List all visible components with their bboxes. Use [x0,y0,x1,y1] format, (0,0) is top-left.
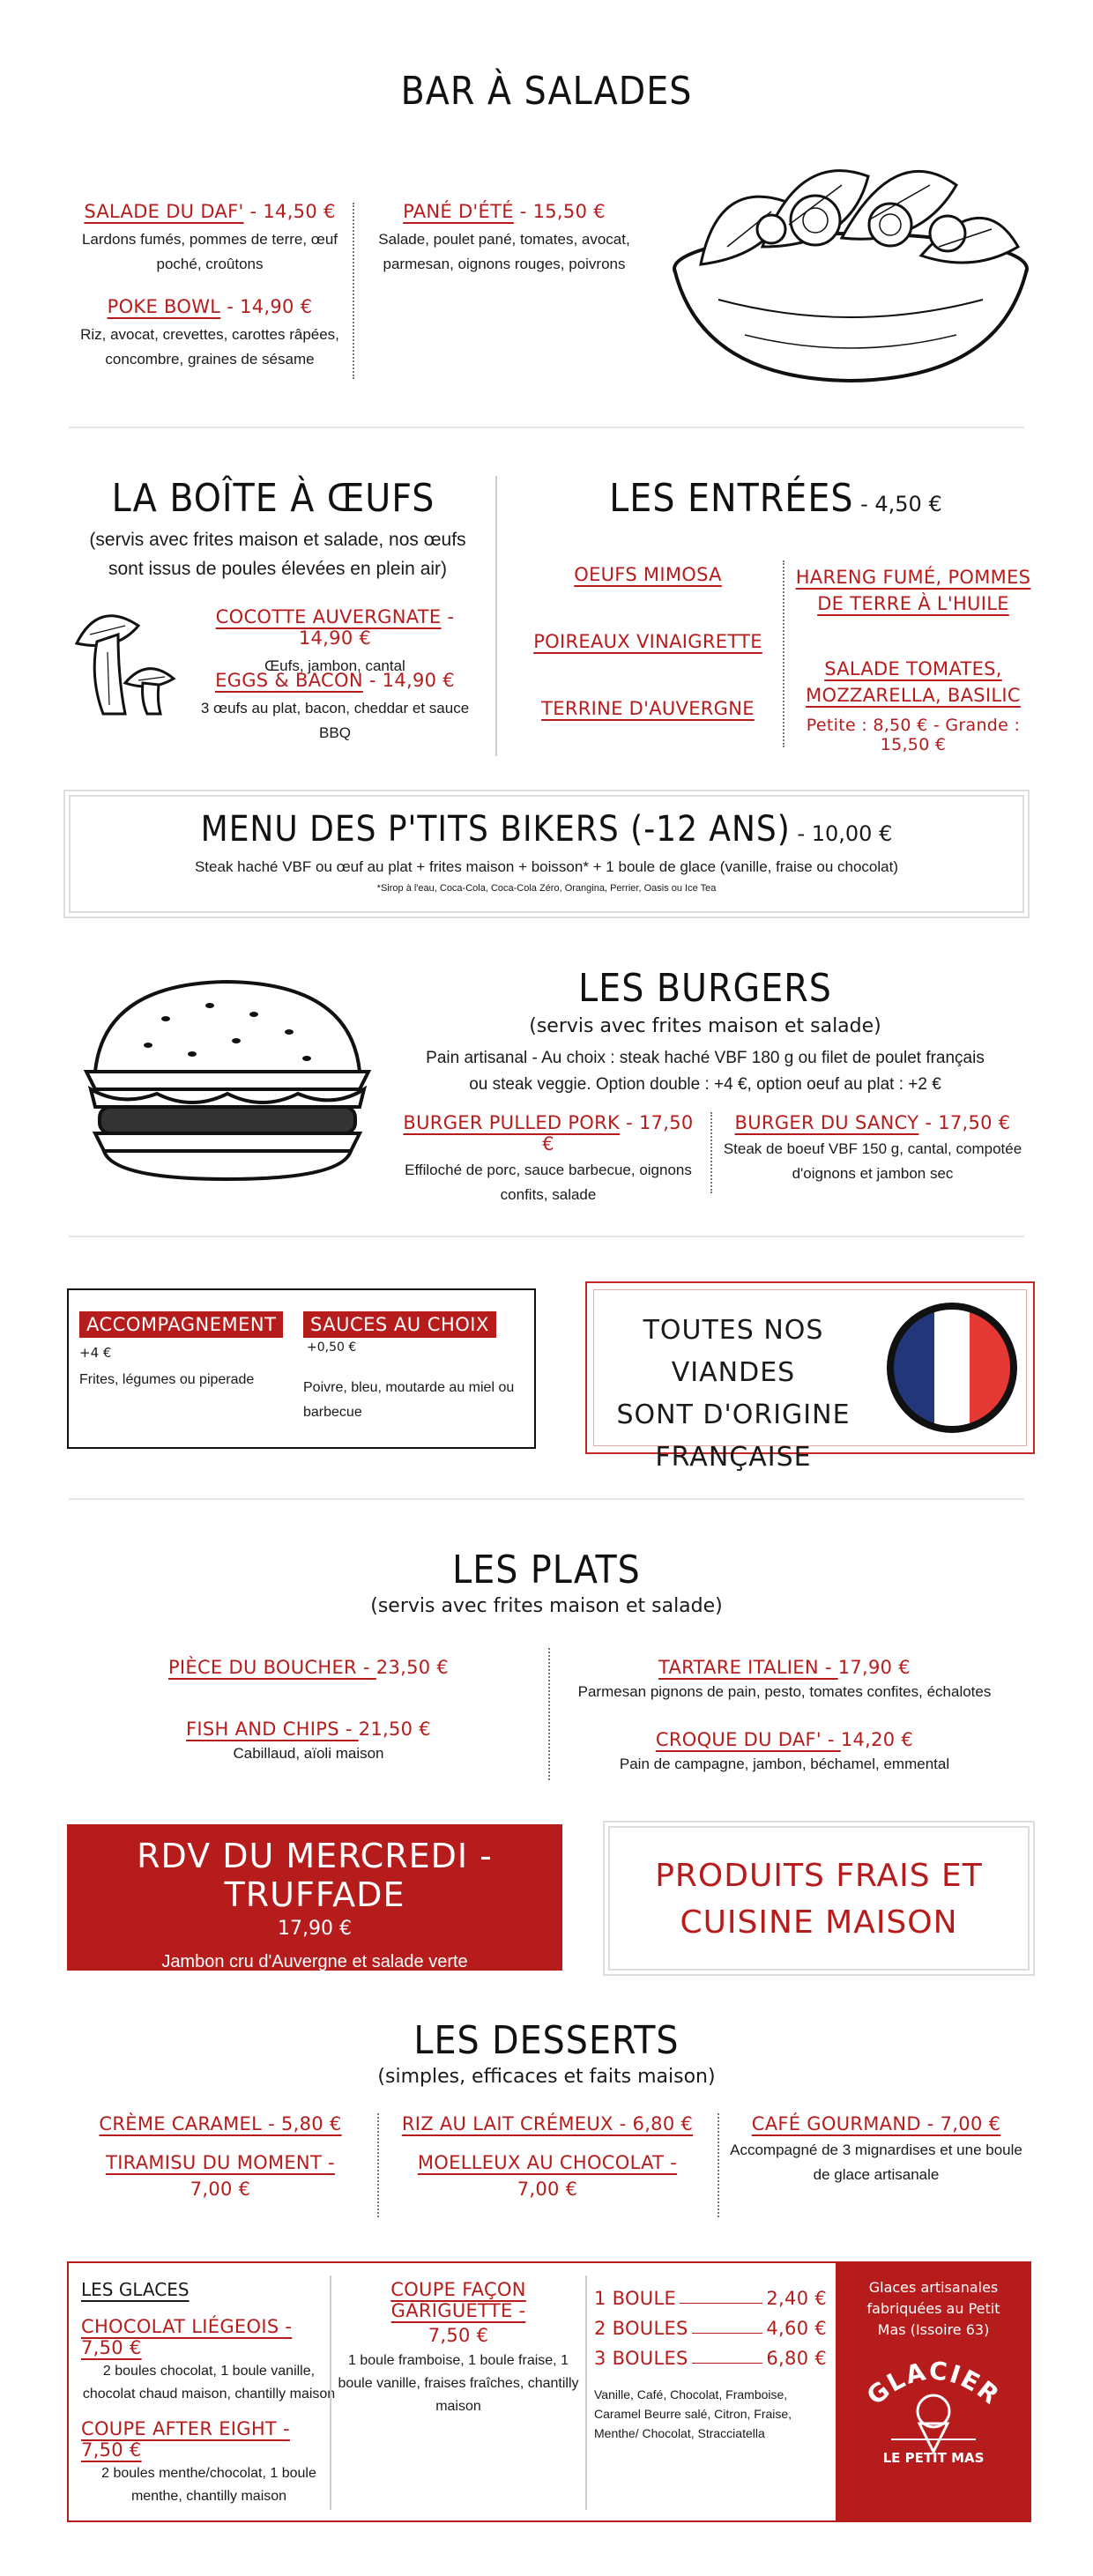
salade-item-poke [69,296,351,372]
origine-text [601,1310,866,1479]
boule-leader [692,2333,763,2334]
burgers-subtitle: (servis avec frites maison et salade) [529,1015,881,1037]
extras-box [67,1288,536,1449]
plat-piece-boucher [150,1657,467,1678]
item-name: FISH AND CHIPS - [186,1719,359,1740]
boule-row [594,2339,827,2369]
dessert-moelleux: MOELLEUX AU CHOCOLAT - [417,2152,678,2173]
accompagnement-block [79,1311,300,1392]
glace-liegeois: CHOCOLAT LIÉGEOIS - 7,50 € [81,2316,293,2358]
bikers-desc: Steak haché VBF ou œuf au plat + frites maison + boisson* + 1 boule de glace (vanille, fraise ou chocolat) [194,858,899,875]
glaces-col-1 [81,2279,337,2508]
salades-title: BAR À SALADES [400,69,693,114]
burgers-intro-2: ou steak veggie. Option double : +4 €, option oeuf au plat : +2 € [469,1075,941,1094]
item-price: - 14,90 € [220,296,313,317]
bikers-price: - 10,00 € [790,821,893,846]
oeufs-title: LA BOÎTE À ŒUFS [111,476,435,521]
glace-liegeois-desc: 2 boules chocolat, 1 boule vanille, chocolat chaud maison, chantilly maison [82,2364,336,2402]
sauces-block [303,1311,534,1425]
item-desc: Lardons fumés, pommes de terre, œuf poché, croûtons [81,231,338,272]
french-flag-icon [883,1299,1021,1436]
sauces-price: +0,50 € [307,1340,357,1355]
divider [585,2275,587,2510]
item-name: PIÈCE DU BOUCHER - [167,1657,376,1678]
entrees-header [511,476,1040,521]
bikers-header [71,809,1022,850]
item-name: SALADE DU DAF' [84,201,244,222]
desserts-title: LES DESSERTS [413,2018,680,2063]
salade-item-pane [363,201,645,277]
glacier-logo [854,2344,1013,2476]
glace-gariguette: COUPE FAÇON GARIGUETTE - [390,2279,526,2321]
glaces-box [67,2261,1031,2522]
divider [710,1112,712,1193]
plats-subtitle: (servis avec frites maison et salade) [370,1595,723,1617]
item-price: 17,90 € [837,1657,911,1678]
desserts-subtitle: (simples, efficaces et faits maison) [377,2066,716,2088]
section-divider [69,427,1024,428]
item-desc: Steak de boeuf VBF 150 g, cantal, compotée d'oignons et jambon sec [723,1140,1022,1182]
glace-gariguette-desc: 1 boule framboise, 1 boule fraise, 1 boule vanille, fraises fraîches, chantilly maison [338,2353,579,2414]
plat-fish-chips [150,1719,467,1766]
origine-line-2: SONT D'ORIGINE [616,1399,851,1430]
item-price: - 14,90 € [362,670,455,691]
salad-bowl-icon [665,123,1036,388]
accompagnement-price: +4 € [79,1345,112,1361]
boule-price: 4,60 € [766,2318,827,2339]
boule-price: 2,40 € [766,2288,827,2309]
dessert-col-1 [71,2113,370,2200]
item-price: - 17,50 € [918,1112,1011,1133]
sauces-label: SAUCES AU CHOIX [303,1311,496,1338]
dessert-col-3 [725,2113,1028,2187]
boule-label: 3 BOULES [594,2348,688,2369]
dessert-tiramisu-price: 7,00 € [190,2179,251,2200]
glaces-title: LES GLACES [81,2279,190,2300]
glacier-name: LE PETIT MAS [882,2450,985,2466]
dessert-col-2 [384,2113,710,2200]
plat-tartare [564,1657,1005,1704]
dessert-creme-caramel: CRÈME CARAMEL - 5,80 € [99,2113,342,2134]
frais-line-2: CUISINE MAISON [680,1904,958,1941]
burgers-intro-1: Pain artisanal - Au choix : steak haché VBF 180 g ou filet de poulet français [426,1049,985,1067]
dessert-moelleux-price: 7,00 € [517,2179,578,2200]
divider [718,2113,719,2217]
item-price: 23,50 € [375,1657,450,1678]
item-name: PANÉ D'ÉTÉ [403,201,514,222]
bikers-title: MENU DES P'TITS BIKERS (-12 ANS) [200,809,791,850]
entrees-title: LES ENTRÉES [609,476,854,521]
mercredi-box [67,1824,562,1971]
glace-after-eight-desc: 2 boules menthe/chocolat, 1 boule menthe, chantilly maison [101,2466,316,2504]
sauces-desc: Poivre, bleu, moutarde au miel ou barbecue [303,1380,515,1420]
bikers-note: *Sirop à l'eau, Coca-Cola, Coca-Cola Zéro, Orangina, Perrier, Oasis ou Ice Tea [376,883,717,894]
svg-text:GLACIER [861,2356,1006,2410]
boule-row [594,2279,827,2309]
glace-after-eight: COUPE AFTER EIGHT - 7,50 € [81,2418,290,2461]
item-price: - 14,50 € [243,201,336,222]
section-divider [69,1498,1024,1500]
item-name: TARTARE ITALIEN - [658,1657,838,1678]
mercredi-price: 17,90 € [278,1918,352,1940]
dessert-cafe-gourmand-desc: Accompagné de 3 mignardises et une boule de glace artisanale [730,2142,1022,2183]
item-price: - 17,50 € [542,1112,694,1154]
boule-row [594,2309,827,2339]
salade-item-daf [69,201,351,277]
glaces-col-3 [594,2279,827,2443]
mercredi-title: RDV DU MERCREDI - TRUFFADE [137,1837,493,1914]
item-desc: Riz, avocat, crevettes, carottes râpées, concombre, graines de sésame [80,326,339,367]
glaces-col-2 [337,2279,580,2418]
burger-item-sancy [721,1112,1024,1186]
glacier-logo-word: GLACIER [861,2356,1006,2411]
frais-line-1: PRODUITS FRAIS ET [655,1858,983,1894]
item-price: - 15,50 € [513,201,606,222]
boule-label: 2 BOULES [594,2318,688,2339]
glacier-text: Glaces artisanales fabriquées au Petit Mas (Issoire 63) [866,2279,1000,2338]
item-desc: Parmesan pignons de pain, pesto, tomates confites, échalotes [577,1683,992,1700]
entree-salade-tomates: SALADE TOMATES, MOZZARELLA, BASILIC [806,658,1021,706]
item-name: BURGER PULLED PORK [403,1112,621,1133]
entree-salade-prix: Petite : 8,50 € - Grande : 15,50 € [806,716,1021,754]
frais-box [608,1826,1030,1971]
item-desc: 3 œufs au plat, bacon, cheddar et sauce BBQ [200,700,470,741]
divider [495,476,497,756]
item-name: POKE BOWL [107,296,221,317]
glace-gariguette-price: 7,50 € [428,2325,489,2346]
oeufs-item-cocotte [194,606,476,679]
bikers-box [69,795,1024,913]
origine-line-1: TOUTES NOS VIANDES [643,1315,824,1388]
plat-croque [564,1729,1005,1777]
burger-icon [69,975,386,1182]
divider [330,2275,331,2510]
oeufs-subtitle: (servis avec frites maison et salade, nos œufs sont issus de poules élevées en plein air) [89,530,466,579]
entree-poireaux: POIREAUX VINAIGRETTE [533,631,762,652]
item-name: EGGS & BACON [215,670,363,691]
burgers-title: LES BURGERS [578,966,832,1011]
item-desc: Effiloché de porc, sauce barbecue, oignons confits, salade [405,1162,692,1203]
mercredi-desc: Jambon cru d'Auvergne et salade verte [161,1952,468,1971]
origine-line-3: FRANÇAISE [655,1442,812,1473]
mushroom-icon [63,599,187,723]
boule-price: 6,80 € [766,2348,827,2369]
plats-title: LES PLATS [452,1548,641,1592]
divider [353,203,354,379]
boule-label: 1 BOULE [594,2288,677,2309]
entree-terrine: TERRINE D'AUVERGNE [541,698,755,719]
dessert-tiramisu: TIRAMISU DU MOMENT - [106,2152,335,2173]
glacier-panel [836,2263,1031,2520]
item-desc: Œufs, jambon, cantal [264,657,405,674]
item-name: BURGER DU SANCY [734,1112,919,1133]
item-desc: Cabillaud, aïoli maison [233,1745,384,1762]
boule-leader [680,2303,762,2304]
entree-hareng: HARENG FUMÉ, POMMES DE TERRE À L'HUILE [795,567,1031,614]
origine-box [585,1281,1035,1473]
item-name: CROQUE DU DAF' - [655,1729,841,1750]
dessert-cafe-gourmand: CAFÉ GOURMAND - 7,00 € [751,2113,1001,2134]
boule-leader [692,2363,763,2364]
item-desc: Salade, poulet pané, tomates, avocat, parmesan, oignons rouges, poivrons [378,231,630,272]
item-price: - 14,90 € [298,606,455,649]
item-desc: Pain de campagne, jambon, béchamel, emmental [619,1756,950,1772]
glaces-parfums: Vanille, Café, Chocolat, Framboise, Caramel Beurre salé, Citron, Fraise, Menthe/ Chocolat, Stracciatella [594,2387,792,2440]
entree-oeufs-mimosa: OEUFS MIMOSA [574,564,722,585]
section-divider [69,1236,1024,1237]
accompagnement-label: ACCOMPAGNEMENT [79,1311,283,1338]
entrees-price: - 4,50 € [853,492,942,516]
item-price: 21,50 € [358,1719,431,1740]
divider [548,1648,550,1780]
item-price: 14,20 € [840,1729,914,1750]
divider [377,2113,379,2217]
dessert-riz-au-lait: RIZ AU LAIT CRÉMEUX - 6,80 € [401,2113,694,2134]
burger-item-pulled-pork [398,1112,698,1207]
accompagnement-desc: Frites, légumes ou piperade [79,1372,255,1387]
item-name: COCOTTE AUVERGNATE [215,606,442,627]
oeufs-item-eggs [194,670,476,746]
